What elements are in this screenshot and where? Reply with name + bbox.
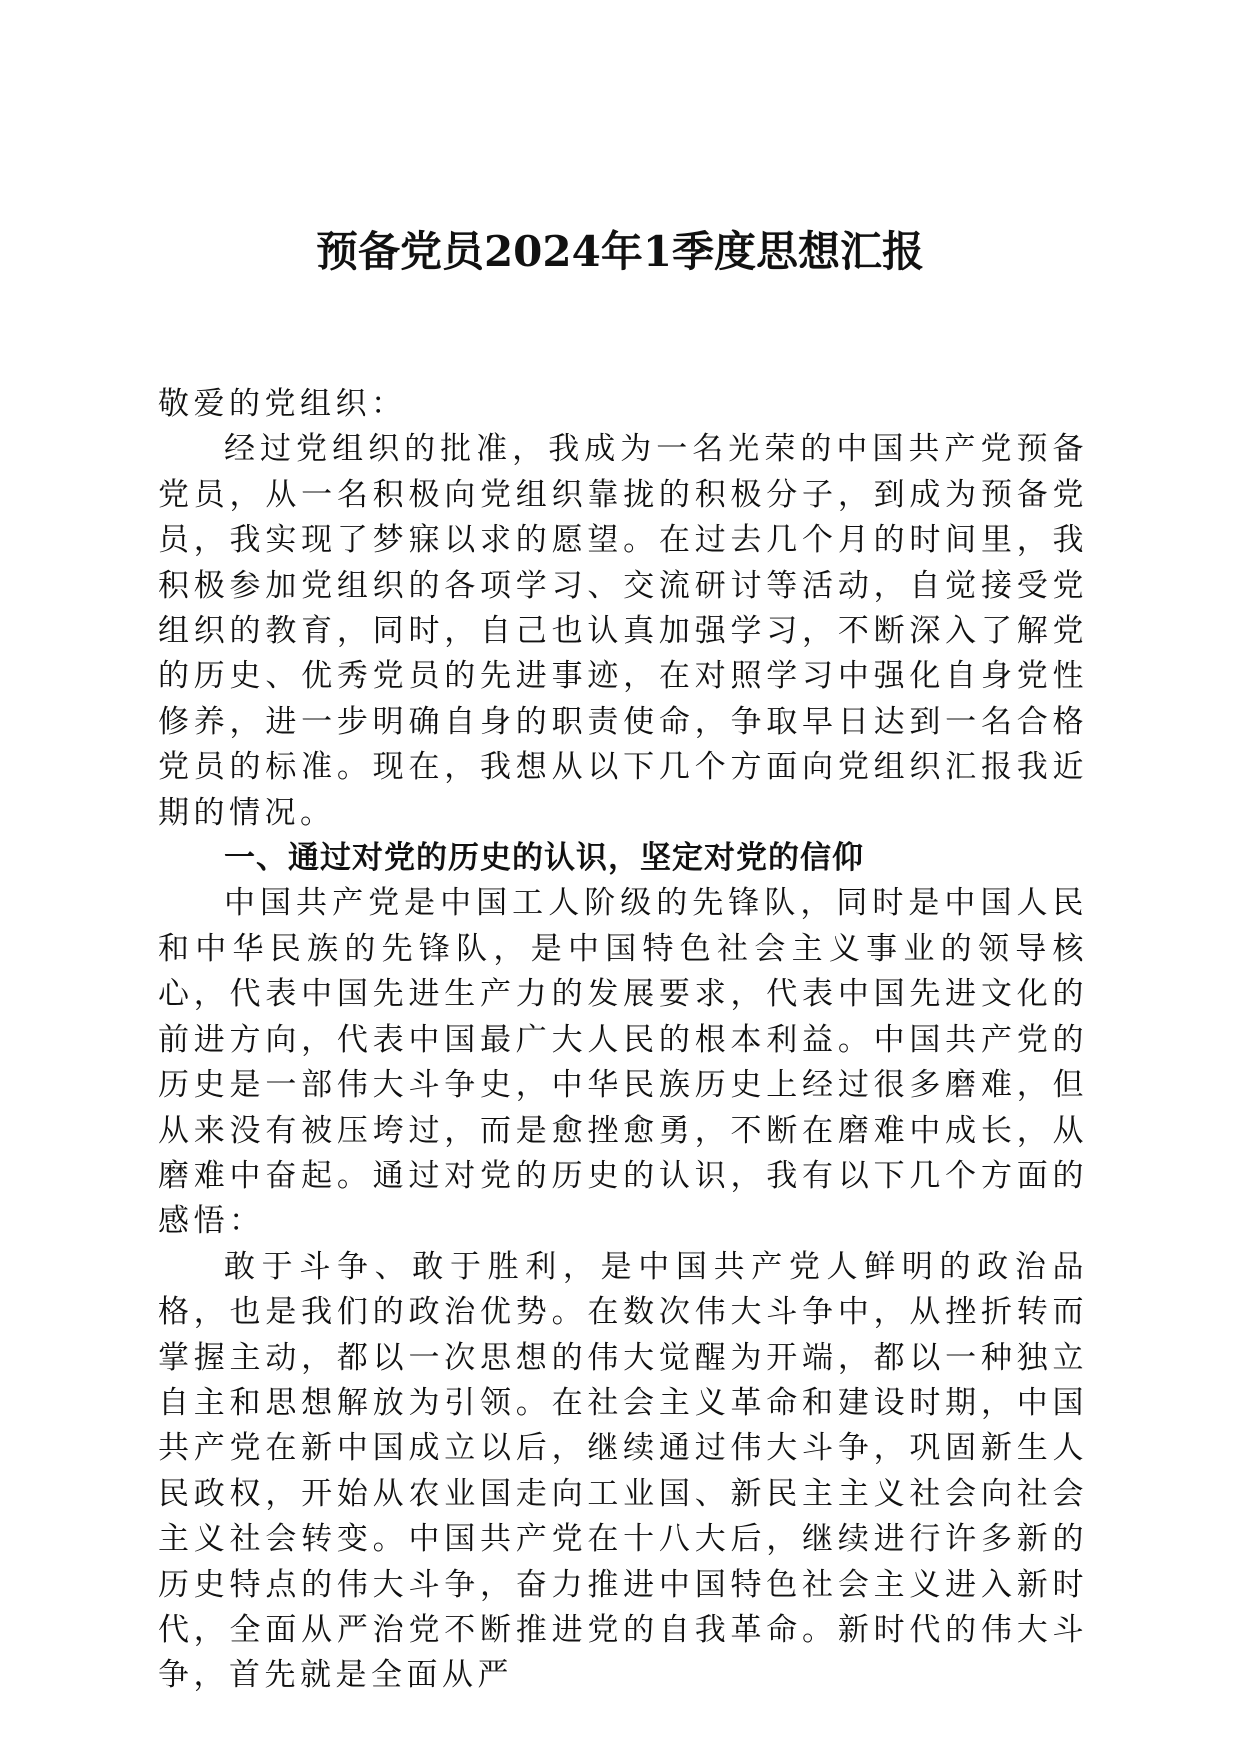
document-title: 预备党员2024年1季度思想汇报	[315, 227, 925, 276]
salutation: 敬爱的党组织：	[158, 386, 407, 422]
section-heading: 一、通过对党的历史的认识，坚定对党的信仰	[224, 840, 864, 877]
section-paragraph-1: 中国共产党是中国工人阶级的先锋队，同时是中国人民和中华民族的先锋队，是中国特色社会主义事业的领导核心，代表中国先进生产力的发展要求，代表中国先进文化的前进方向，代表中国最广大人民的根本利益。中国共产党的历史是一部伟大斗争史，中华民族历史上经过很多磨难，但从来没有被压垮过，而是愈挫愈勇，不断在磨难中成长，从磨难中奋起。通过对党的历史的认识，我有以下几个方面的感悟：	[158, 885, 1088, 1240]
intro-paragraph: 经过党组织的批准，我成为一名光荣的中国共产党预备党员，从一名积极向党组织靠拢的积极分子，到成为预备党员，我实现了梦寐以求的愿望。在过去几个月的时间里，我积极参加党组织的各项学习、交流研讨等活动，自觉接受党组织的教育，同时，自己也认真加强学习，不断深入了解党的历史、优秀党员的先进事迹，在对照学习中强化自身党性修养，进一步明确自身的职责使命，争取早日达到一名合格党员的标准。现在，我想从以下几个方面向党组织汇报我近期的情况。	[158, 431, 1088, 831]
document-body	[158, 382, 1088, 1699]
section-paragraph-2: 敢于斗争、敢于胜利，是中国共产党人鲜明的政治品格，也是我们的政治优势。在数次伟大斗争中，从挫折转而掌握主动，都以一次思想的伟大觉醒为开端，都以一种独立自主和思想解放为引领。在社会主义革命和建设时期，中国共产党在新中国成立以后，继续通过伟大斗争，巩固新生人民政权，开始从农业国走向工业国、新民主主义社会向社会主义社会转变。中国共产党在十八大后，继续进行许多新的历史特点的伟大斗争，奋力推进中国特色社会主义进入新时代，全面从严治党不断推进党的自我革命。新时代的伟大斗争，首先就是全面从严	[158, 1248, 1088, 1694]
